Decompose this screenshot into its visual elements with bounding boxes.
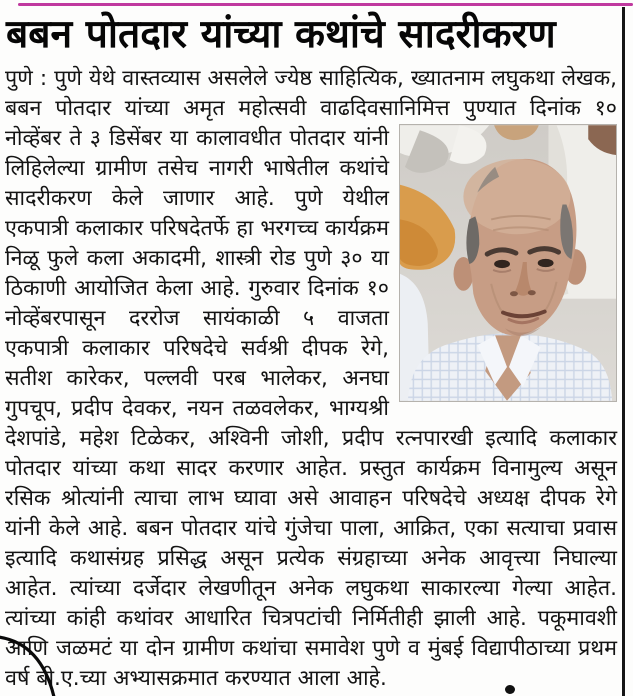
pen-circle-mark: [0, 627, 67, 696]
ink-dot: [505, 685, 515, 694]
article-body: [5, 64, 617, 694]
top-divider-line: [18, 3, 633, 6]
article-body-lead: पुणे : पुणे येथे वास्तव्यास असलेले ज्येष्ठ साहित्यिक, ख्यातनाम लघुकथा लेखक, बबन पोतदार यांच्या अमृत महोत्सवी वाढदिवसानिमित्त पुण्यात दिनांक: [5, 66, 617, 121]
article-headline: बबन पोतदार यांच्या कथांचे सादरीकरण: [6, 12, 556, 57]
portrait-photo: [399, 124, 617, 402]
article-body-rest: १० नोव्हेंबर ते ३ डिसेंबर या कालावधीत पोतदार यांनी लिहिलेल्या ग्रामीण तसेच नागरी भाषेतील कथांचे सादरीकरण केले जाणार आहे. पुणे येथील एकपात्री कलाकार परिषदेतर्फे हा भरगच्च कार्यक्रम निळू फुले कला अकादमी, शास्त्री रोड पुणे ३० या ठिकाणी आयोजित केला आहे. गुरुवार दिनांक १० नोव्हेंबरपासून दररोज सायंकाळी ५ वाजता एकपात्री कलाकार परिषदेचे सर्वश्री दीपक रेगे, सतीश कारेकर, पल्लवी परब भालेकर, अनघा गुपचूप, प्रदीप देवकर, नयन तळवलेकर, भाग्यश्री देशपांडे, महेश टिळेकर, अश्विनी जोशी, प्रदीप रत्नपारखी इत्यादि कलाकार पोतदार यांच्या कथा सादर करणार आहेत. प्रस्तुत कार्यक्रम विनामुल्य असून रसिक श्रोत्यांनी त्याचा लाभ घ्यावा असे आवाहन परिषदेचे अध्यक्ष दीपक रेगे यांनी केले आहे. बबन पोतदार यांचे गुंजेचा पाला, आक्रित, एका सत्याचा प्रवास इत्यादि कथासंग्रह प्रसिद्ध असून प्रत्येक संग्रहाच्या अनेक आवृत्त्या निघाल्या आहेत. त्यांच्या दर्जेदार लेखणीतून अनेक लघुकथा साकारल्या गेल्या आहेत. त्यांच्या कांही कथांवर आधारित चित्रपटांची निर्मितीही झाली आहे. पकूमावशी आणि जळमटं या दोन ग्रामीण कथांचा समावेश पुणे व मुंबई विद्यापीठाच्या प्रथम वर्ष बी.ए.च्या अभ्यासक्रमात करण्यात आला आहे.: [5, 96, 617, 691]
portrait-photo-drawing: [400, 125, 616, 401]
column-divider-line: [622, 7, 625, 696]
